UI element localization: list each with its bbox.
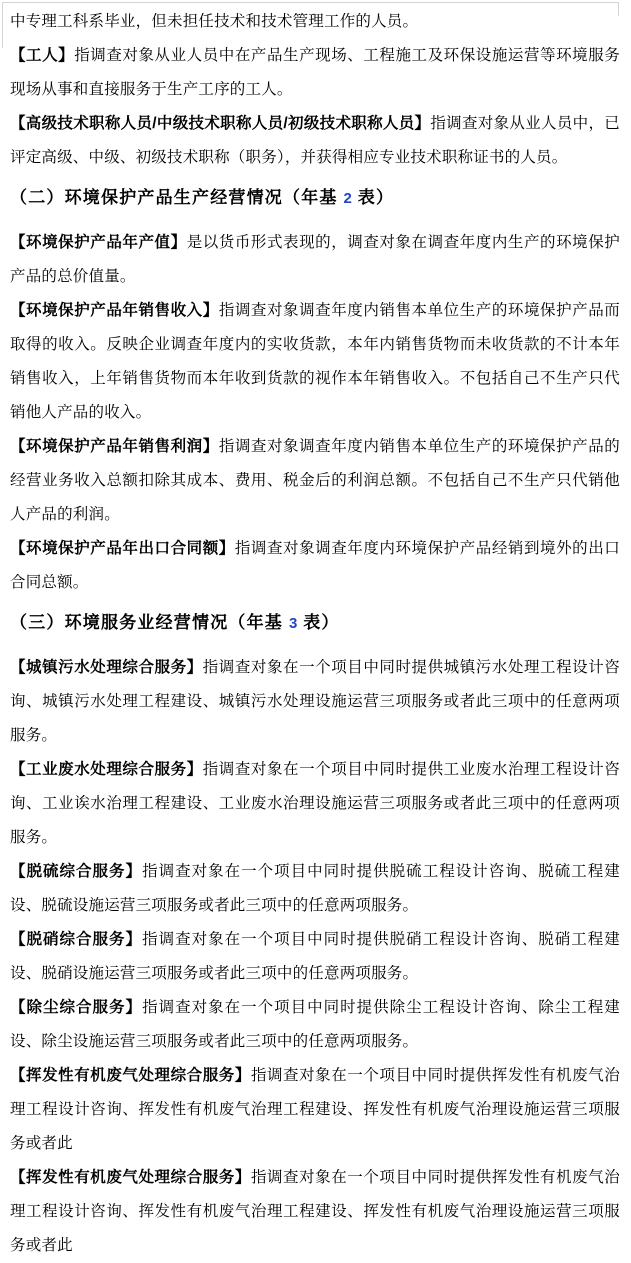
term-label: 【脱硫综合服务】 — [10, 863, 143, 880]
definition-paragraph — [10, 226, 620, 294]
heading-text-suffix: 表） — [297, 613, 340, 632]
definition-paragraph — [10, 923, 620, 991]
page-edge-left-line — [2, 2, 3, 48]
section-heading — [10, 181, 620, 216]
definition-paragraph — [10, 651, 620, 753]
definition-paragraph — [10, 753, 620, 855]
heading-table-number: 3 — [288, 615, 298, 632]
definition-text: 指调查对象在一个项目中同时提供脱硝工程设计咨询、脱硝工程建设、脱硝设施运营三项服务或者此三项中的任意两项服务。 — [10, 931, 620, 982]
definition-paragraph — [10, 1059, 620, 1161]
page-edge-top-line — [3, 2, 619, 3]
term-label: 【除尘综合服务】 — [10, 999, 143, 1016]
definition-paragraph — [10, 107, 620, 175]
definition-text: 指调查对象在一个项目中同时提供工业废水治理工程设计咨询、工业诶水治理工程建设、工业废水治理设施运营三项服务或者此三项中的任意两项服务。 — [10, 761, 620, 846]
definition-text: 指调查对象在一个项目中同时提供脱硫工程设计咨询、脱硫工程建设、脱硫设施运营三项服务或者此三项中的任意两项服务。 — [10, 863, 620, 914]
term-label: 【环境保护产品年销售收入】 — [10, 302, 219, 319]
definition-text: 指调查对象在一个项目中同时提供挥发性有机废气治理工程设计咨询、挥发性有机废气治理工程建设、挥发性有机废气治理设施运营三项服务或者此 — [10, 1169, 620, 1254]
definition-text: 指调查对象在一个项目中同时提供城镇污水处理工程设计咨询、城镇污水处理工程建设、城镇污水处理设施运营三项服务或者此三项中的任意两项服务。 — [10, 659, 620, 744]
section-heading — [10, 606, 620, 641]
definition-paragraph — [10, 532, 620, 600]
term-label: 【脱硝综合服务】 — [10, 931, 143, 948]
heading-text-suffix: 表） — [351, 188, 395, 207]
heading-text-prefix: （三）环境服务业经营情况（年基 — [10, 613, 289, 632]
definition-paragraph — [10, 1161, 620, 1263]
body-paragraph — [10, 5, 620, 39]
definition-paragraph — [10, 430, 620, 532]
term-label: 【环境保护产品年出口合同额】 — [10, 540, 235, 557]
term-label: 【挥发性有机废气处理综合服务】 — [10, 1169, 251, 1186]
definition-paragraph — [10, 294, 620, 430]
term-label: 【挥发性有机废气处理综合服务】 — [10, 1067, 251, 1084]
term-label: 【环境保护产品年销售利润】 — [10, 438, 219, 455]
definition-text: 指调查对象从业人员中，已评定高级、中级、初级技术职称（职务），并获得相应专业技术职称证书的人员。 — [10, 115, 620, 166]
definition-text: 指调查对象在一个项目中同时提供挥发性有机废气治理工程设计咨询、挥发性有机废气治理工程建设、挥发性有机废气治理设施运营三项服务或者此 — [10, 1067, 620, 1152]
definition-paragraph — [10, 39, 620, 107]
definition-text: 指调查对象调查年度内销售本单位生产的环境保护产品而取得的收入。反映企业调查年度内的实收货款，本年内销售货物而未收货款的不计本年销售收入，上年销售货物而本年收到货款的视作本年销售收入。不包括自己不生产只代销他人产品的收入。 — [10, 302, 620, 421]
document-body — [10, 5, 620, 1263]
term-label: 【城镇污水处理综合服务】 — [10, 659, 203, 676]
definition-text: 指调查对象调查年度内环境保护产品经销到境外的出口合同总额。 — [10, 540, 620, 591]
definition-text: 中专理工科系毕业，但未担任技术和技术管理工作的人员。 — [10, 13, 419, 30]
term-label: 【工人】 — [10, 47, 75, 64]
definition-text: 指调查对象从业人员中在产品生产现场、工程施工及环保设施运营等环境服务现场从事和直接服务于生产工序的工人。 — [10, 47, 620, 98]
heading-table-number: 2 — [343, 190, 352, 207]
heading-text-prefix: （二）环境保护产品生产经营情况（年基 — [10, 188, 344, 207]
definition-paragraph — [10, 991, 620, 1059]
definition-paragraph — [10, 855, 620, 923]
term-label: 【工业废水处理综合服务】 — [10, 761, 203, 778]
definition-text: 是以货币形式表现的，调查对象在调查年度内生产的环境保护产品的总价值量。 — [10, 234, 620, 285]
definition-text: 指调查对象调查年度内销售本单位生产的环境保护产品的经营业务收入总额扣除其成本、费用、税金后的利润总额。不包括自己不生产只代销他人产品的利润。 — [10, 438, 620, 523]
term-label: 【环境保护产品年产值】 — [10, 234, 187, 251]
term-label: 【高级技术职称人员/中级技术职称人员/初级技术职称人员】 — [10, 115, 431, 132]
definition-text: 指调查对象在一个项目中同时提供除尘工程设计咨询、除尘工程建设、除尘设施运营三项服务或者此三项中的任意两项服务。 — [10, 999, 620, 1050]
